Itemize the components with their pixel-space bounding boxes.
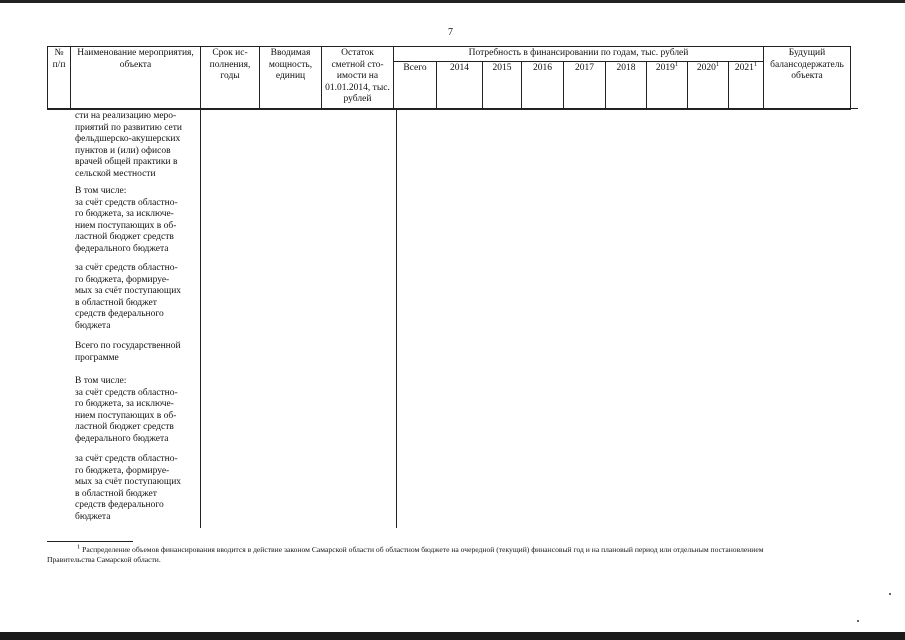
header-balance: Остаток сметной сто- имости на 01.01.2014, тыс. рублей xyxy=(322,47,394,110)
row-name xyxy=(75,263,201,332)
header-year-2018: 2018 xyxy=(606,61,647,110)
row-name-line: приятий по развитию сети xyxy=(75,122,182,133)
column-divider xyxy=(396,108,397,528)
page-number: 7 xyxy=(448,27,453,38)
row-name xyxy=(75,376,201,445)
header-year-2021: 2021$^1$ xyxy=(729,61,764,110)
row-name-line: врачей общей практики в xyxy=(75,157,178,167)
row-name-line: бюджета xyxy=(75,511,111,522)
header-total: Всего xyxy=(394,61,437,110)
header-year-2015: 2015 xyxy=(483,61,522,110)
row-name xyxy=(75,454,201,523)
row-name-line: средств федерального xyxy=(75,309,164,319)
bottom-scan-edge xyxy=(0,632,905,640)
header-name: Наименование мероприятия, объекта xyxy=(71,47,201,110)
row-name-line: го бюджета, за исключе- xyxy=(75,399,174,409)
row-name-line: за счёт средств областно- xyxy=(75,197,178,208)
header-needs: Потребность в финансировании по годам, тыс. рублей xyxy=(394,47,764,62)
row-name-line: сти на реализацию меро- xyxy=(75,111,177,121)
financing-table-header xyxy=(47,46,851,110)
row-name-line: мых за счёт поступающих xyxy=(75,286,182,296)
row-name-line: за счёт средств областно- xyxy=(75,454,178,464)
header-year-2019: 2019$^1$ xyxy=(647,61,688,110)
row-name xyxy=(75,341,201,364)
row-name-line: нием поступающих в об- xyxy=(75,410,177,421)
header-holder: Будущий балансодержатель объекта xyxy=(764,47,851,110)
row-name-line: нием поступающих в об- xyxy=(75,220,177,231)
row-name-line: ластной бюджет средств xyxy=(75,232,174,242)
row-name-line: го бюджета, формируе- xyxy=(75,465,170,476)
row-name-line: фельдшерско-акушерских xyxy=(75,134,181,144)
row-name-line: за счёт средств областно- xyxy=(75,387,178,398)
row-name-line: бюджета xyxy=(75,320,111,331)
footnote: $^1$ Распределение объемов финансирования вводится в действие законом Самарской области об областном бюджете на очередной (текущий) финансовый год и на плановый период или отдельным постановлением Правительства Самарской области. xyxy=(47,543,764,564)
row-name-line: программе xyxy=(75,352,119,363)
header-year-2020: 2020$^1$ xyxy=(688,61,729,110)
header-num: № п/п xyxy=(48,47,71,110)
row-name-line: в областной бюджет xyxy=(75,297,157,308)
top-rule xyxy=(0,0,905,3)
row-name-line: за счёт средств областно- xyxy=(75,263,178,273)
header-year-2016: 2016 xyxy=(522,61,564,110)
header-capacity: Вводимая мощность, единиц xyxy=(260,47,322,110)
row-name-line: в областной бюджет xyxy=(75,488,157,499)
row-name-line: В том числе: xyxy=(75,376,127,386)
row-name-line: пунктов и (или) офисов xyxy=(75,145,171,156)
row-name-line: В том числе: xyxy=(75,186,127,196)
header-term: Срок ис- полнения, годы xyxy=(201,47,260,110)
header-year-2014: 2014 xyxy=(437,61,483,110)
header-year-2017: 2017 xyxy=(564,61,606,110)
footnote-rule xyxy=(47,541,133,542)
row-name-line: ластной бюджет средств xyxy=(75,422,174,432)
scan-speck xyxy=(889,593,891,595)
row-name xyxy=(75,186,201,255)
row-name-line: Всего по государственной xyxy=(75,341,181,351)
row-name-line: федерального бюджета xyxy=(75,433,169,444)
row-name-line: федерального бюджета xyxy=(75,243,169,254)
row-name-line: средств федерального xyxy=(75,500,164,510)
row-name xyxy=(75,111,201,180)
row-name-line: го бюджета, формируе- xyxy=(75,274,170,285)
scan-speck xyxy=(857,620,859,622)
header-bottom-rule xyxy=(47,108,858,109)
row-name-line: го бюджета, за исключе- xyxy=(75,209,174,219)
row-name-line: мых за счёт поступающих xyxy=(75,477,182,487)
row-name-line: сельской местности xyxy=(75,168,156,179)
